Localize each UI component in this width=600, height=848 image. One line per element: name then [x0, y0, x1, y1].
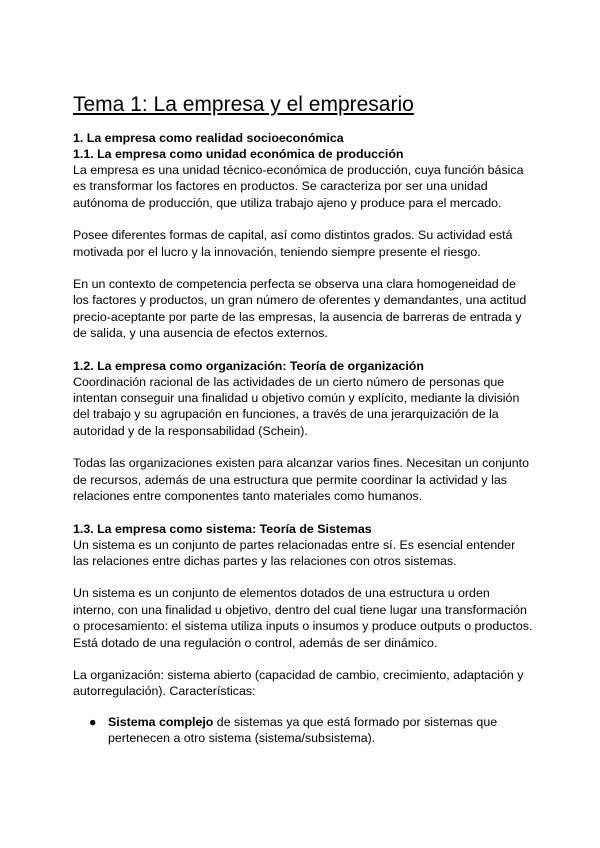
paragraph: Un sistema es un conjunto de elementos dotados de una estructura u orden interno, con una finalidad u objetivo, dentro del cual tiene lugar una transformación o procesamiento: el sistema utiliza inputs o insumos y produce outputs o productos. Está dotado de una regulación o control, además de ser dinámico.: [73, 586, 533, 650]
paragraph: La organización: sistema abierto (capacidad de cambio, crecimiento, adaptación y autorregulación). Características:: [73, 667, 524, 699]
heading-1-1: 1.1. La empresa como unidad económica de producción: [73, 147, 404, 161]
list-item-bold: Sistema complejo: [108, 714, 214, 729]
paragraph: En un contexto de competencia perfecta se observa una clara homogeneidad de los factores y productos, un gran número de oferentes y demandantes, una actitud precio-aceptante por parte de las empresas, la ausencia de barreras de entrada y de salida, y una ausencia de efectos externos.: [73, 277, 527, 341]
bullet-list: [73, 714, 533, 747]
heading-1: 1. La empresa como realidad socioeconómica: [73, 131, 344, 145]
paragraph: Todas las organizaciones existen para alcanzar varios fines. Necesitan un conjunto de recursos, además de una estructura que permite coordinar la actividad y las relaciones entre componentes tanto materiales como humanos.: [73, 456, 529, 504]
page-title: Tema 1: La empresa y el empresario: [73, 93, 414, 116]
bullet-icon: ●: [89, 714, 97, 729]
paragraph: Coordinación racional de las actividades de un cierto número de personas que intentan conseguir una finalidad u objetivo común y explícito, mediante la división del trabajo y su agrupación en funciones, a través de una jerarquización de la autoridad y de la responsabilidad (Schein).: [73, 374, 520, 438]
heading-1-3: 1.3. La empresa como sistema: Teoría de Sistemas: [73, 521, 372, 536]
paragraph: Un sistema es un conjunto de partes relacionadas entre sí. Es esencial entender las relaciones entre dichas partes y las relaciones con otros sistemas.: [73, 537, 516, 568]
heading-1-2: 1.2. La empresa como organización: Teoría de organización: [73, 358, 424, 373]
document-page: [73, 92, 533, 747]
paragraph: Posee diferentes formas de capital, así como distintos grados. Su actividad está motivada por el lucro y la innovación, teniendo siempre presente el riesgo.: [73, 228, 513, 259]
list-item: [73, 714, 533, 747]
paragraph: La empresa es una unidad técnico-económica de producción, cuya función básica es transformar los factores en productos. Se caracteriza por ser una unidad autónoma de producción, que utiliza trabajo ajeno y produce para el mercado.: [73, 163, 524, 210]
list-item-text: de sistemas ya que está formado por sistemas que pertenecen a otro sistema (sistema/subsistema).: [108, 714, 498, 746]
